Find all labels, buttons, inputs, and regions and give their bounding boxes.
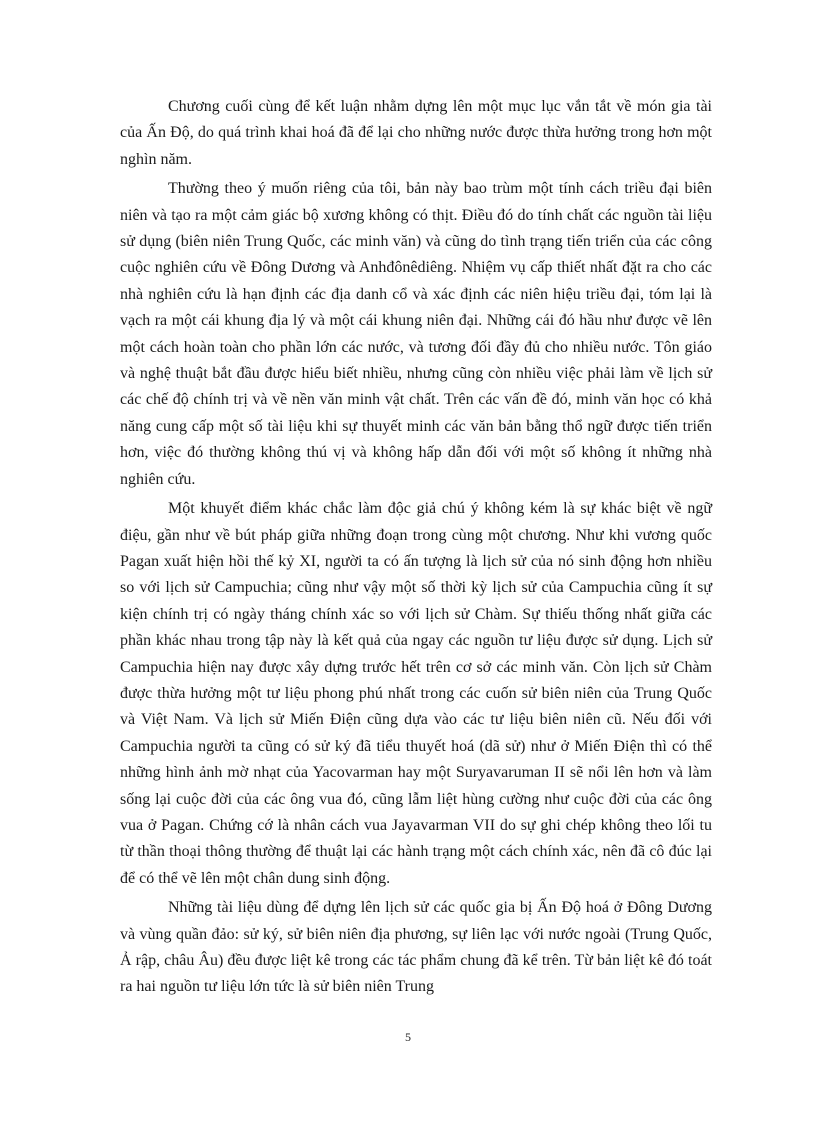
paragraph-conclusion-chapter: Chương cuối cùng để kết luận nhằm dựng lên một mục lục vắn tắt về món gia tài của Ấn Độ, do quá trình khai hoá đã để lại cho những nước được thừa hưởng trong hơn một nghìn năm. [120,98,712,168]
document-body [120,94,712,1004]
paragraph-dynastic-chronicle: Thường theo ý muốn riêng của tôi, bản này bao trùm một tính cách triều đại biên niên và tạo ra một cảm giác bộ xương không có thịt. Điều đó do tính chất các nguồn tài liệu sử dụng (biên niên Trung Quốc, các minh văn) và cũng do tình trạng tiến triển của các công cuộc nghiên cứu về Đông Dương và Anhđônêdiêng. Nhiệm vụ cấp thiết nhất đặt ra cho các nhà nghiên cứu là hạn định các địa danh cổ và xác định các niên hiệu triều đại, tóm lại là vạch ra một cái khung địa lý và một cái khung niên đại. Những cái đó hầu như được vẽ lên một cách hoàn toàn cho phần lớn các nước, và tương đối đầy đủ cho nhiều nước. Tôn giáo và nghệ thuật bắt đầu được hiểu biết nhiều, nhưng cũng còn nhiều việc phải làm về lịch sử các chế độ chính trị và về nền văn minh vật chất. Trên các vấn đề đó, minh văn học có khả năng cung cấp một số tài liệu khi sự thuyết minh các văn bản bằng thổ ngữ được tiến triển hơn, việc đó thường không thú vị và không hấp dẫn đối với một số không ít những nhà nghiên cứu. [120,180,712,488]
page-number: 5 [405,1030,411,1044]
paragraph-style-differences: Một khuyết điểm khác chắc làm độc giả chú ý không kém là sự khác biệt về ngữ điệu, gần như về bút pháp giữa những đoạn trong cùng một chương. Như khi vương quốc Pagan xuất hiện hồi thế kỷ XI, người ta có ấn tượng là lịch sử của nó sinh động hơn nhiều so với lịch sử Campuchia; cũng như vậy một số thời kỳ lịch sử của Campuchia cũng ít sự kiện chính trị có ngày tháng chính xác so với lịch sử Chàm. Sự thiếu thống nhất giữa các phần khác nhau trong tập này là kết quả của ngay các nguồn tư liệu được sử dụng. Lịch sử Campuchia hiện nay được xây dựng trước hết trên cơ sở các minh văn. Còn lịch sử Chàm được thừa hưởng một tư liệu phong phú nhất trong các cuốn sử biên niên của Trung Quốc và Việt Nam. Và lịch sử Miến Điện cũng dựa vào các tư liệu biên niên cũ. Nếu đối với Campuchia người ta cũng có sử ký đã tiểu thuyết hoá (dã sử) như ở Miến Điện thì có thể những hình ảnh mờ nhạt của Yacovarman hay một Suryavaruman II sẽ nổi lên hơn và làm sống lại cuộc đời của các ông vua đó, cũng lẫm liệt hùng cường như cuộc đời của các ông vua ở Pagan. Chứng cớ là nhân cách vua Jayavarman VII do sự ghi chép không theo lối tu từ thần thoại thông thường để thuật lại các hành trạng một cách chính xác, nên đã cô đúc lại để có thể vẽ lên một chân dung sinh động. [120,500,712,887]
paragraph-sources: Những tài liệu dùng để dựng lên lịch sử các quốc gia bị Ấn Độ hoá ở Đông Dương và vùng quần đảo: sử ký, sử biên niên địa phương, sự liên lạc với nước ngoài (Trung Quốc, Ả rập, châu Âu) đều được liệt kê trong các tác phẩm chung đã kể trên. Từ bản liệt kê đó toát ra hai nguồn tư liệu lớn tức là sử biên niên Trung [120,899,712,996]
